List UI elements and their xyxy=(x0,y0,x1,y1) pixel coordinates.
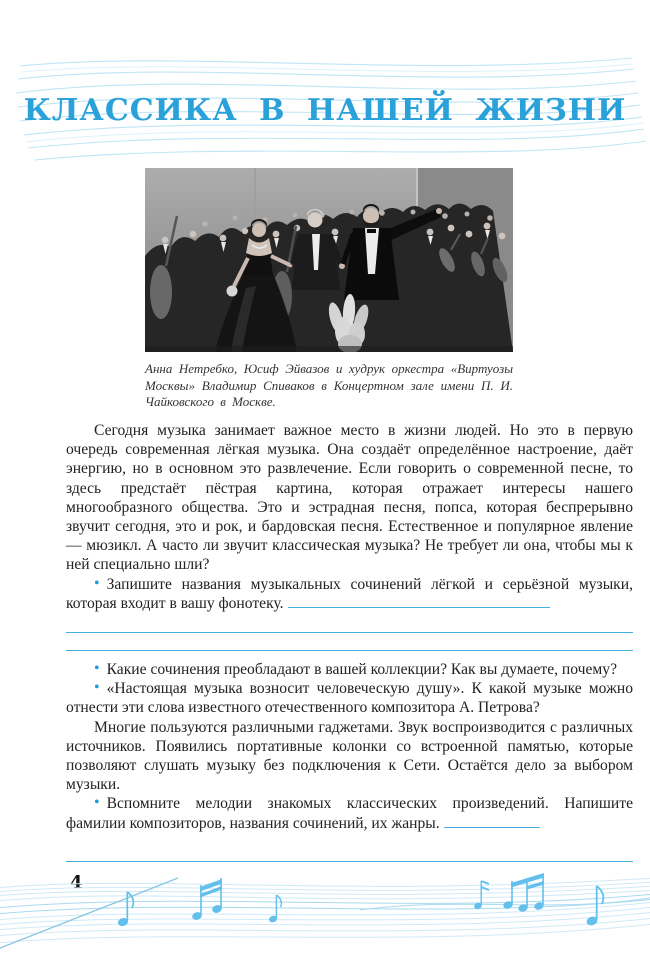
page-number: 4 xyxy=(70,872,83,893)
orchestra-photo xyxy=(145,168,513,352)
bullet-icon: • xyxy=(94,679,100,697)
footer-rule[interactable] xyxy=(66,861,633,862)
paragraph-gadgets xyxy=(66,718,633,795)
page-title: КЛАССИКА В НАШЕЙ ЖИЗНИ xyxy=(23,93,627,128)
task-text: Запишите названия музыкальных сочинений лёгкой и серьёзной музыки, которая входит в вашу фонотеку. xyxy=(66,575,633,612)
answer-ruled-line[interactable] xyxy=(66,633,633,651)
paragraph-intro xyxy=(66,421,633,575)
answer-line[interactable] xyxy=(288,596,550,608)
tall-eighth-note-icon xyxy=(586,886,603,926)
task-text: Вспомните мелодии знакомых классических произведений. Напишите фамилии композиторов, названия сочинений, их жанры. xyxy=(66,795,633,832)
task-text: Какие сочинения преобладают в вашей коллекции? Как вы думаете, почему? xyxy=(106,661,617,679)
answer-ruled-line[interactable] xyxy=(66,616,633,633)
orchestra-photo-art xyxy=(145,168,513,352)
task-item-write-titles xyxy=(66,575,633,613)
task-item-quote xyxy=(66,679,633,717)
main-text xyxy=(66,421,633,833)
answer-line[interactable] xyxy=(444,816,540,828)
eighth-note-icon xyxy=(118,892,134,927)
orchestra-photo-figure xyxy=(145,168,513,411)
small-eighth-note-icon xyxy=(269,895,282,923)
bullet-icon: • xyxy=(94,794,100,812)
bullet-icon: • xyxy=(94,660,100,678)
staff-waves-top xyxy=(0,50,650,172)
bullet-icon: • xyxy=(94,574,100,592)
photo-caption: Анна Нетребко, Юсиф Эйвазов и худрук оркестра «Виртуозы Москвы» Владимир Спиваков в Концертном зале имени П. И. Чайковского в Москве. xyxy=(145,361,513,409)
task-item-collection xyxy=(66,660,633,679)
task-item-remember xyxy=(66,794,633,832)
paragraph-text: Многие пользуются различными гаджетами. Звук воспроизводится с различных источников. Появились портативные колонки со встроенной памятью, которые позволяют слушать музыку без подключения к Сети. Остаётся дело за выбором музыки. xyxy=(66,718,633,794)
task-text: «Настоящая музыка возносит человеческую душу». К какой музыке можно отнести эти слова известного отечественного композитора А. Петрова? xyxy=(66,680,633,717)
staff-waves-bottom xyxy=(0,864,650,954)
staff-waves-bottom-svg xyxy=(0,864,650,954)
paragraph-text: Сегодня музыка занимает важное место в жизни людей. Но это в первую очередь современная лёгкая музыка. Она создаёт определённое настроение, даёт энергию, но в основном это развлечение. Если говорить о современной песне, то здесь предстаёт пёстрая картина, которая отражает интересы нашего многообразного общества. Это и эстрадная песня, попса, которая беспрерывно звучит сегодня, это и рок, и бардовская песня. Естественное и популярное явление — мюзикл. А часто ли звучит классическая музыка? Не требует ли она, чтобы мы к ней специально шли? xyxy=(66,422,633,574)
